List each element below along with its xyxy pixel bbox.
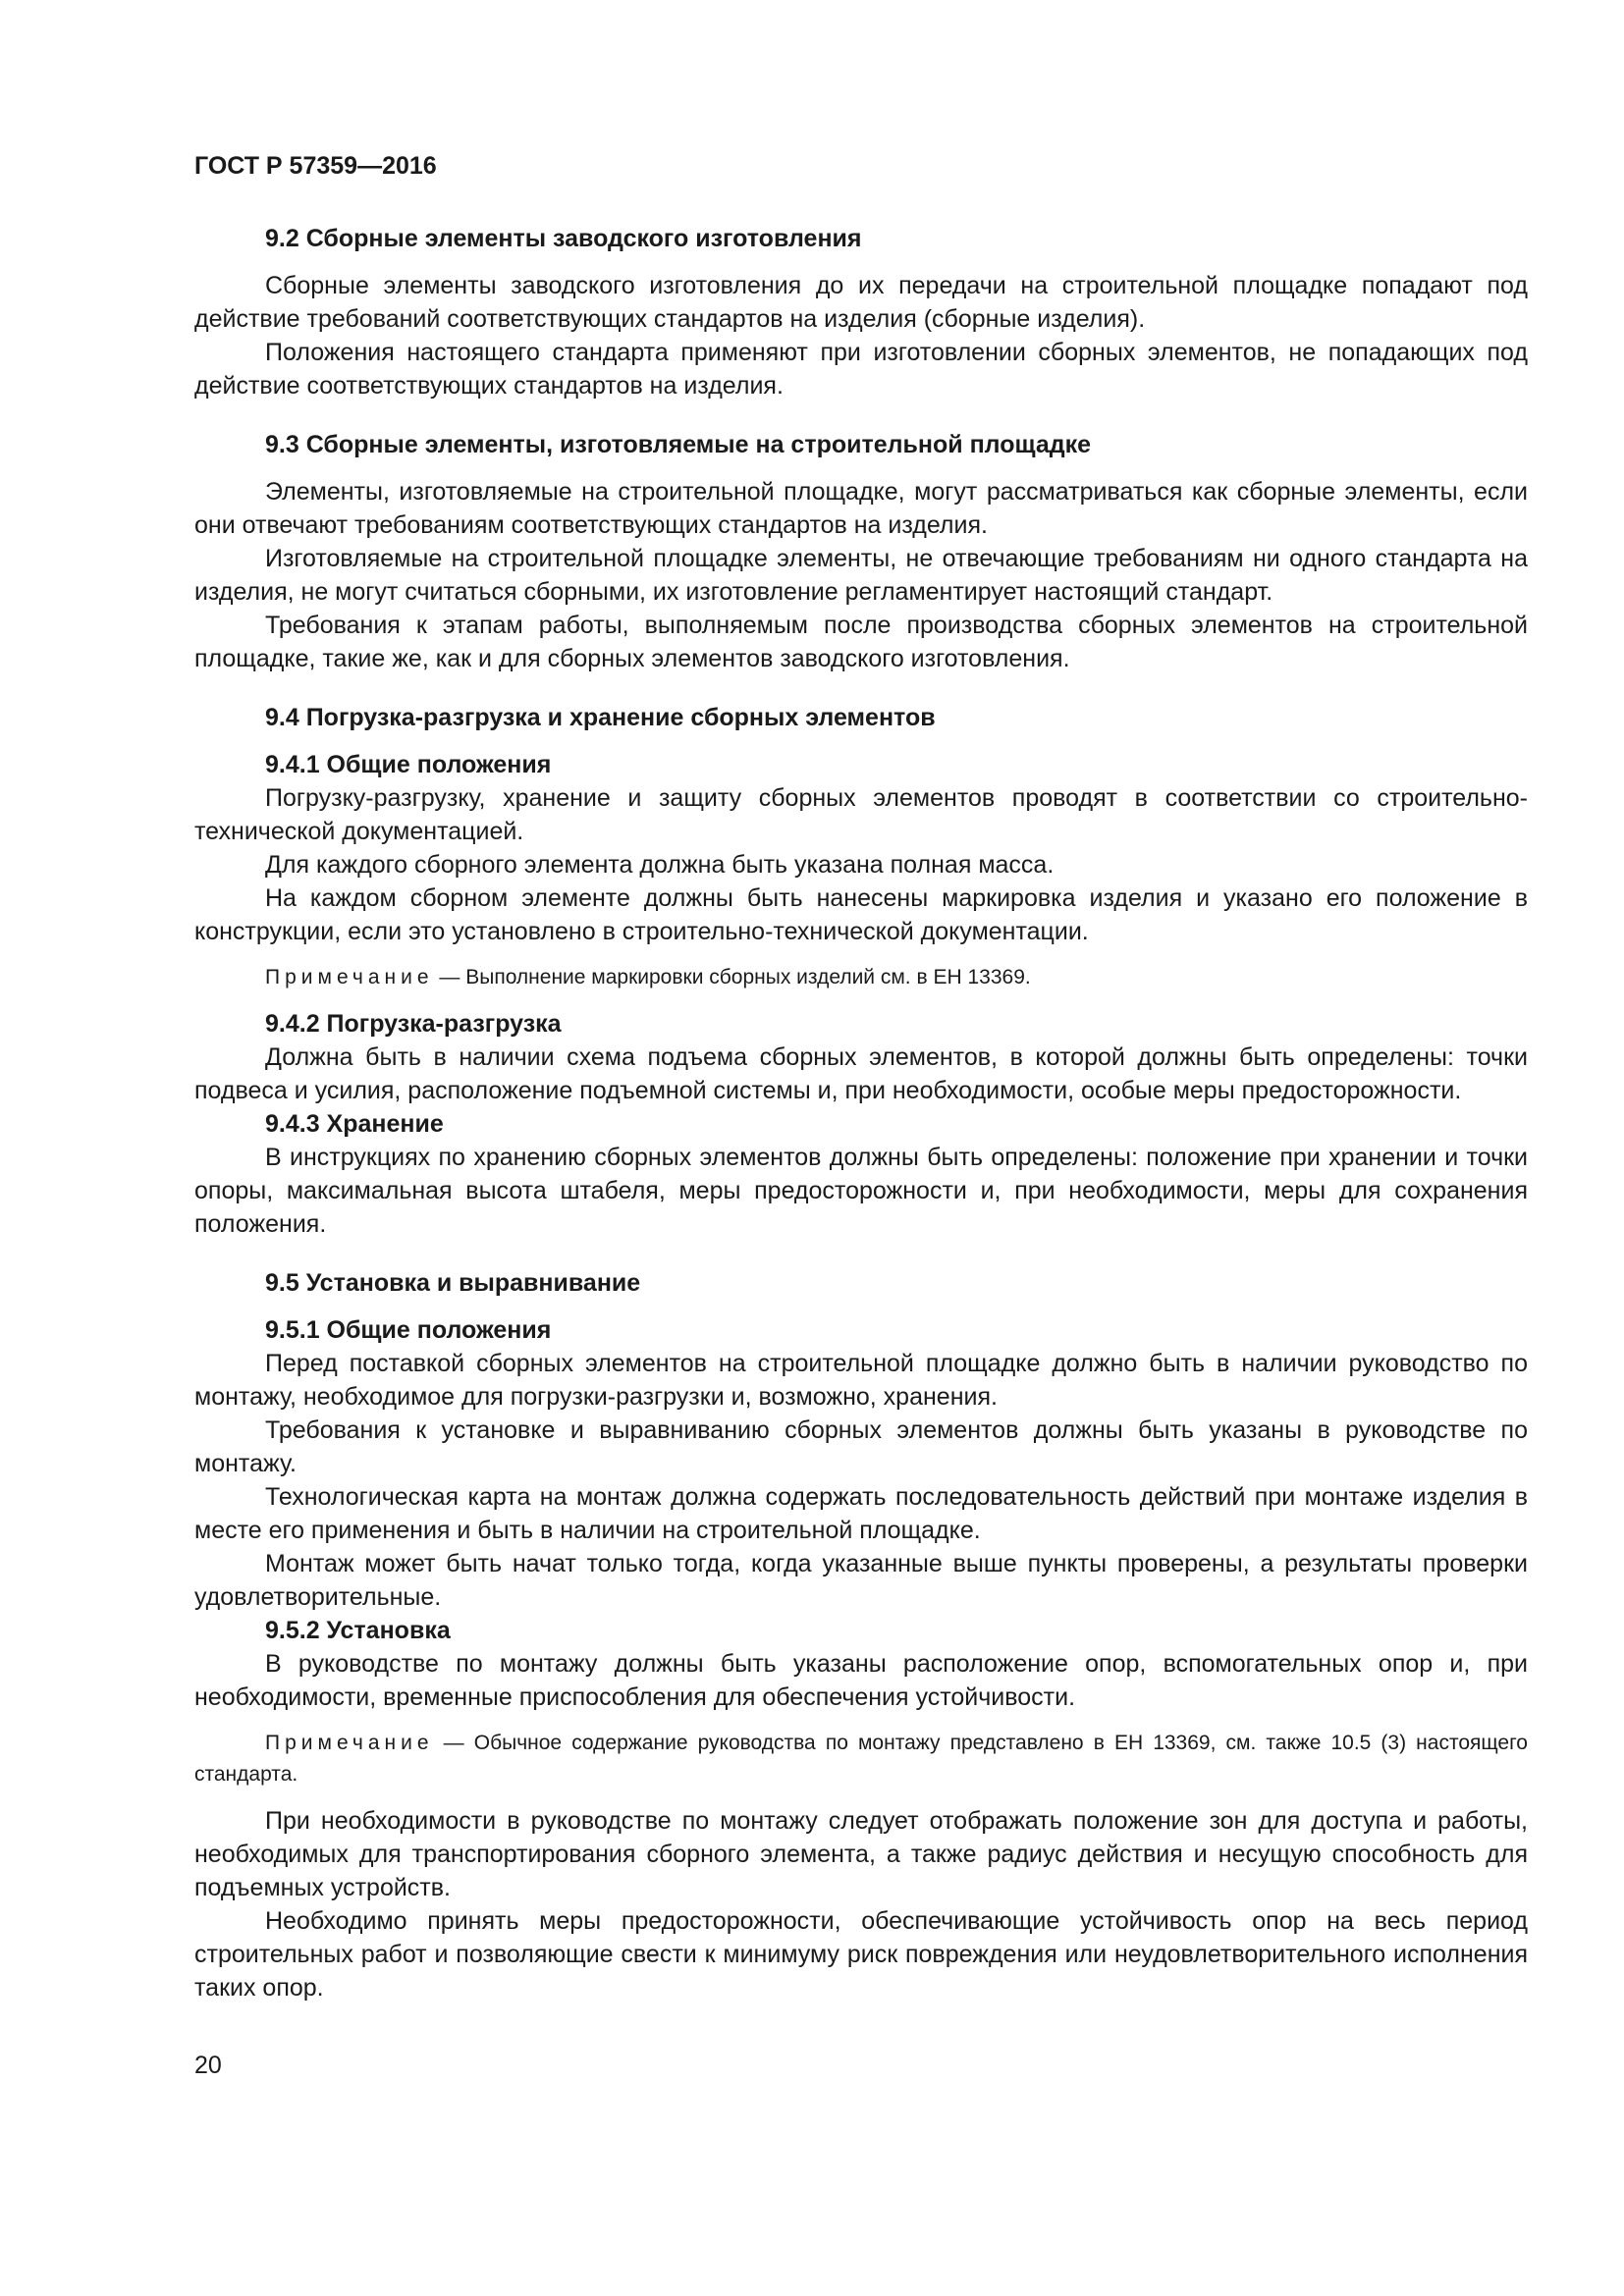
note-label: Примечание: [265, 1732, 434, 1754]
paragraph: Положения настоящего стандарта применяют при изготовлении сборных элементов, не попадающих под действие соответствующих стандартов на изделия.: [194, 339, 1528, 400]
paragraph: На каждом сборном элементе должны быть нанесены маркировка изделия и указано его положение в конструкции, если это установлено в строительно-технической документации.: [194, 884, 1528, 945]
subsection-9-4-1-title: 9.4.1 Общие положения: [265, 751, 552, 778]
page-number: 20: [194, 2052, 222, 2079]
note-label: Примечание: [265, 966, 434, 988]
subsection-9-5-1-title: 9.5.1 Общие положения: [265, 1316, 552, 1344]
subsection-9-4-2-title: 9.4.2 Погрузка-разгрузка: [265, 1010, 562, 1038]
paragraph: Элементы, изготовляемые на строительной площадке, могут рассматриваться как сборные элементы, если они отвечают требованиям соответствующих стандартов на изделия.: [194, 478, 1528, 539]
section-9-4-title: 9.4 Погрузка-разгрузка и хранение сборных элементов: [265, 704, 936, 731]
paragraph: В инструкциях по хранению сборных элементов должны быть определены: положение при хранении и точки опоры, максимальная высота штабеля, меры предосторожности и, при необходимости, меры для сохранения положения.: [194, 1144, 1528, 1238]
document-code: ГОСТ Р 57359—2016: [194, 152, 437, 180]
paragraph: Требования к установке и выравниванию сборных элементов должны быть указаны в руководстве по монтажу.: [194, 1416, 1528, 1477]
note-text: — Выполнение маркировки сборных изделий см. в ЕН 13369.: [433, 966, 1031, 988]
section-9-3-title: 9.3 Сборные элементы, изготовляемые на строительной площадке: [265, 431, 1092, 458]
document-body: [194, 222, 1528, 2004]
subsection-9-5-2-title: 9.5.2 Установка: [265, 1617, 451, 1644]
paragraph: Должна быть в наличии схема подъема сборных элементов, в которой должны быть определены: точки подвеса и усилия, расположение подъемной системы и, при необходимости, особые меры предосторожности.: [194, 1043, 1528, 1104]
note-text: — Обычное содержание руководства по монтажу представлено в ЕН 13369, см. также 10.5 (3) настоящего стандарта.: [194, 1732, 1528, 1786]
paragraph: Требования к этапам работы, выполняемым после производства сборных элементов на строительной площадке, такие же, как и для сборных элементов заводского изготовления.: [194, 612, 1528, 672]
paragraph: Необходимо принять меры предосторожности, обеспечивающие устойчивость опор на весь период строительных работ и позволяющие свести к минимуму риск повреждения или неудовлетворительного исполнения таких опор.: [194, 1907, 1528, 2002]
paragraph: Погрузку-разгрузку, хранение и защиту сборных элементов проводят в соответствии со строительно-технической документацией.: [194, 784, 1528, 845]
section-9-2-title: 9.2 Сборные элементы заводского изготовления: [265, 225, 862, 252]
paragraph: В руководстве по монтажу должны быть указаны расположение опор, вспомогательных опор и, при необходимости, временные приспособления для обеспечения устойчивости.: [194, 1650, 1528, 1711]
paragraph: Перед поставкой сборных элементов на строительной площадке должно быть в наличии руководство по монтажу, необходимое для погрузки-разгрузки и, возможно, хранения.: [194, 1350, 1528, 1411]
paragraph: Технологическая карта на монтаж должна содержать последовательность действий при монтаже изделия в месте его применения и быть в наличии на строительной площадке.: [194, 1483, 1528, 1544]
section-9-5-title: 9.5 Установка и выравнивание: [265, 1269, 641, 1297]
paragraph: При необходимости в руководстве по монтажу следует отображать положение зон для доступа и работы, необходимых для транспортирования сборного элемента, а также радиус действия и несущую способность для подъемных устройств.: [194, 1807, 1528, 1901]
note: [194, 1728, 1528, 1790]
paragraph: Изготовляемые на строительной площадке элементы, не отвечающие требованиям ни одного стандарта на изделия, не могут считаться сборными, их изготовление регламентирует настоящий стандарт.: [194, 545, 1528, 606]
paragraph: Для каждого сборного элемента должна быть указана полная масса.: [265, 851, 1055, 879]
paragraph: Монтаж может быть начат только тогда, когда указанные выше пункты проверены, а результаты проверки удовлетворительные.: [194, 1550, 1528, 1611]
subsection-9-4-3-title: 9.4.3 Хранение: [265, 1110, 444, 1138]
note: [194, 962, 1528, 993]
paragraph: Сборные элементы заводского изготовления до их передачи на строительной площадке попадают под действие требований соответствующих стандартов на изделия (сборные изделия).: [194, 272, 1528, 333]
